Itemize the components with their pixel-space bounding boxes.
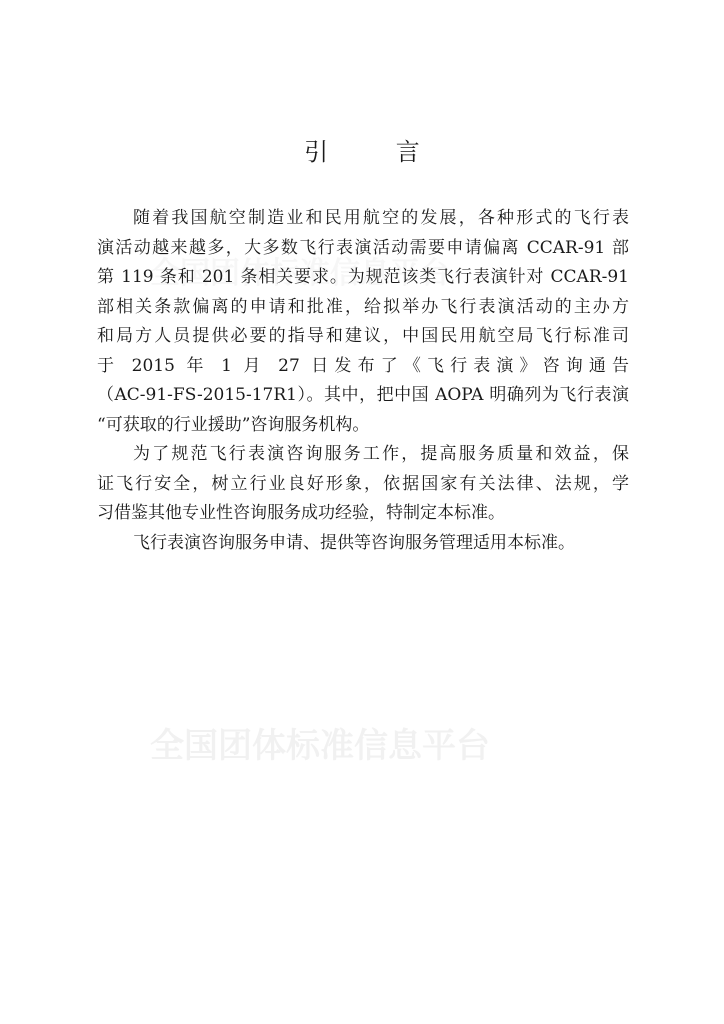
text-line: “可获取的行业援助”咨询服务机构。 (97, 414, 370, 435)
text-line: 于 2015 年 1 月 27 日发布了《飞行表演》咨询通告 (97, 355, 629, 376)
text-line: 随着我国航空制造业和民用航空的发展，各种形式的飞行表 (133, 208, 629, 228)
text-line: 演活动越来越多，大多数飞行表演活动需要申请偏离 CCAR-91 部 (97, 237, 629, 258)
text-line: 飞行表演咨询服务申请、提供等咨询服务管理适用本标准。 (133, 532, 575, 553)
page-title: 引 言 (304, 138, 450, 166)
text-line: 第 119 条和 201 条相关要求。为规范该类飞行表演针对 CCAR-91 (97, 267, 629, 287)
text-line: 和局方人员提供必要的指导和建议，中国民用航空局飞行标准司 (97, 326, 629, 346)
paragraph-1 (97, 204, 629, 440)
body-text (97, 204, 629, 558)
text-line: （AC-91-FS-2015-17R1）。其中，把中国 AOPA 明确列为飞行表演 (97, 385, 629, 405)
text-line: 习借鉴其他专业性咨询服务成功经验，特制定本标准。 (97, 503, 505, 523)
paragraph-2 (97, 440, 629, 529)
text-line: 部相关条款偏离的申请和批准，给拟举办飞行表演活动的主办方 (97, 296, 629, 317)
paragraph-3 (97, 529, 629, 559)
watermark-bottom: 全国团体标准信息平台 (150, 726, 490, 766)
text-line: 证飞行安全，树立行业良好形象，依据国家有关法律、法规，学 (97, 473, 629, 494)
text-line: 为了规范飞行表演咨询服务工作，提高服务质量和效益，保 (133, 444, 629, 464)
